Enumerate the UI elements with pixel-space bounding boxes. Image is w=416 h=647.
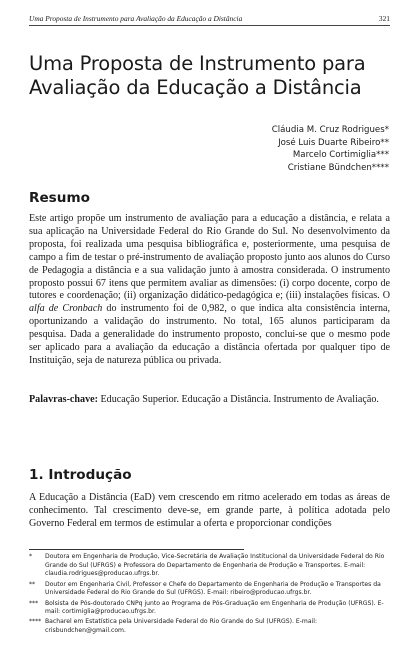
footnote-mark: ** bbox=[29, 580, 36, 588]
abstract-text bbox=[29, 213, 390, 368]
footnote bbox=[29, 553, 390, 579]
introduction-text: A Educação a Distância (EaD) vem crescendo em ritmo acelerado em todas as áreas de conhecimento. Tal crescimento deve-se, em grande parte, à política adotada pelo Governo Federal em termos de estimular a oferta e proporcionar condições bbox=[29, 492, 390, 529]
abstract-heading: Resumo bbox=[29, 190, 90, 206]
running-header bbox=[29, 14, 390, 26]
footnote-text: Doutora em Engenharia de Produção, Vice-Secretária de Avaliação Institucional da Universidade Federal do Rio Grande do Sul (UFRGS) e Professora do Departamento de Engenharia de Produção e Transportes. E-mail: claudia.rodrigues@producao.ufrgs.br. bbox=[45, 553, 385, 578]
page-number: 321 bbox=[378, 14, 390, 23]
footnote-mark: *** bbox=[29, 599, 39, 607]
footnote bbox=[29, 618, 390, 635]
running-title: Uma Proposta de Instrumento para Avaliação da Educação a Distância bbox=[29, 14, 243, 23]
footnote-text: Bacharel em Estatística pela Universidade Federal do Rio Grande do Sul (UFRGS). E-mail: crisbundchen@gmail.com. bbox=[45, 618, 318, 635]
footnote-mark: * bbox=[29, 553, 33, 560]
footnote bbox=[29, 600, 390, 617]
author-list bbox=[272, 124, 389, 174]
abstract-text-part-2: do instrumento foi de 0,982, o que indica alta consistência interna, oportunizando a validação do instrumento. No total, 165 alunos participaram da pesquisa. Dada a generalidade do instrumento proposto, conclui-se que o mesmo pode ser aplicado para a avaliação da educação a distância ofertada por qualquer tipo de Instituição, seja de natureza pública ou privada. bbox=[29, 303, 391, 366]
abstract-text-part-1: Este artigo propõe um instrumento de avaliação para a educação a distância, e relata a sua aplicação na Universidade Federal do Rio Grande do Sul. No desenvolvimento da proposta, foi realizada uma pesquisa bibliográfica e, posteriormente, uma pesquisa de campo a fim de testar o pré-instrumento de avaliação proposto junto aos alunos do Curso de Pedagogia a distância e a sua validação junto à amostra considerada. O instrumento proposto possui 67 itens que permitem avaliar as dimensões: (i) corpo docente, corpo de tutores e coordenação; (ii) organização didático-pedagógica e; (iii) instalações físicas. O bbox=[29, 213, 390, 302]
author: José Luis Duarte Ribeiro** bbox=[278, 137, 389, 148]
abstract-italic-term: alfa de Cronbach bbox=[29, 303, 103, 315]
keywords bbox=[29, 394, 390, 407]
author: Cláudia M. Cruz Rodrigues* bbox=[271, 125, 389, 135]
author: Marcelo Cortimiglia*** bbox=[292, 150, 389, 160]
article-title-line-2: Avaliação da Educação a Distância bbox=[29, 76, 362, 99]
footnote-text: Doutor em Engenharia Civil, Professor e Chefe do Departamento de Engenharia de Produção e Transportes da Universidade Federal do Rio Grande do Sul (UFRGS). E-mail: ribeiro@producao.ufrgs.br. bbox=[45, 580, 381, 597]
footnote-list bbox=[29, 553, 390, 637]
keywords-label: Palavras-chave: bbox=[29, 394, 98, 405]
author: Cristiane Bündchen**** bbox=[287, 162, 389, 173]
article-title bbox=[29, 52, 390, 100]
footnote bbox=[29, 581, 390, 598]
footnote-mark: **** bbox=[29, 618, 42, 626]
introduction-heading: 1. Introdução bbox=[29, 467, 132, 483]
footnote-divider bbox=[29, 549, 244, 550]
article-title-line-1: Uma Proposta de Instrumento para bbox=[29, 52, 366, 75]
footnote-text: Bolsista de Pós-doutorado CNPq junto ao Programa de Pós-Graduação em Engenharia de Produção (UFRGS). E-mail: cortimiglia@producao.ufrgs.br. bbox=[45, 599, 384, 616]
keywords-text: Educação Superior. Educação a Distância. Instrumento de Avaliação. bbox=[97, 394, 379, 405]
